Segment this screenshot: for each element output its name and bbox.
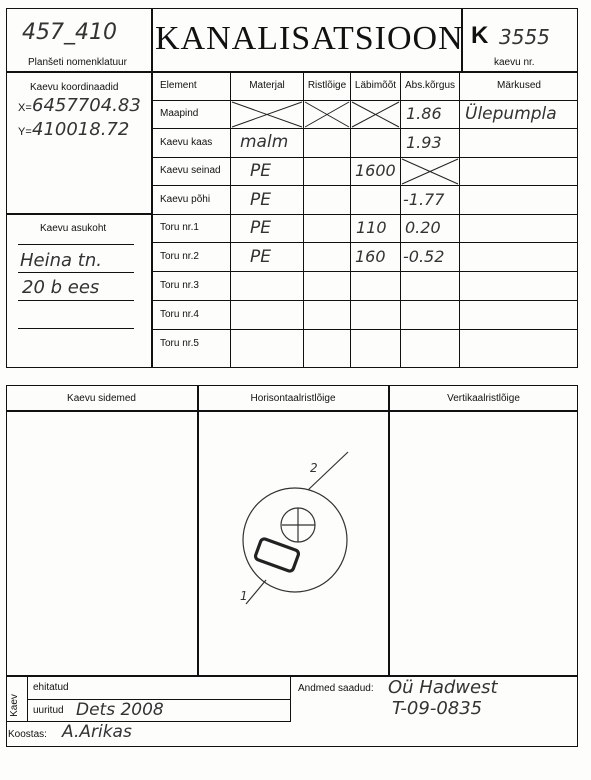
material-value: malm [240,132,289,152]
material-value: PE [250,190,271,210]
pipe-1-line [246,580,266,604]
material-value: PE [250,247,271,267]
page-title: KANALISATSIOON [155,20,464,57]
abs-height-value: -0.52 [403,247,445,266]
row-label: Toru nr.1 [160,222,199,233]
coordinates-label: Kaevu koordinaadid [30,82,119,93]
pipe-label-2: 2 [310,461,318,475]
diameter-value: 160 [355,247,386,266]
row-label: Kaevu kaas [160,137,213,148]
x-prefix: X= [18,102,32,114]
data-source-value: Oü Hadwest [388,677,498,698]
vertical-section-label: Vertikaalristlõige [447,393,520,404]
well-outline [243,488,347,592]
x-coordinate: 6457704.83 [32,95,141,116]
header-abs-height: Abs.kõrgus [404,80,456,91]
footer-bottom-line [6,721,291,722]
header-section: Ristlõige [307,80,347,91]
data-source-label: Andmed saadud: [298,683,374,694]
surveyed-value: Dets 2008 [76,700,164,720]
sheet-number: 457_410 [22,20,117,45]
built-label: ehitatud [33,682,69,693]
abs-height-value: -1.77 [403,190,445,209]
row-label: Kaevu seinad [160,165,221,176]
data-source-code: T-09-0835 [392,698,483,719]
footer-side-divider [27,675,28,721]
sheet-label: Planšeti nomenklatuur [28,57,127,68]
location-label: Kaevu asukoht [40,223,107,234]
abs-height-value: 1.93 [406,133,442,152]
header-element: Element [160,80,197,91]
y-prefix: Y= [18,126,32,138]
location-value-2: 20 b ees [22,277,100,298]
links-label: Kaevu sidemed [67,393,136,404]
crossed-out-cells [0,0,591,380]
surveyed-label: uuritud [33,705,64,716]
row-label: Kaevu põhi [160,194,211,205]
material-value: PE [250,218,271,238]
well-prefix: K [471,22,489,49]
abs-height-value: 0.20 [405,218,441,237]
footer-left-divider [290,675,291,721]
well-number: 3555 [499,25,550,49]
y-coordinate: 410018.72 [32,119,130,140]
author-label: Koostas: [8,729,47,740]
row-label: Toru nr.3 [160,280,199,291]
horizontal-section-sketch [198,412,388,674]
row-label: Toru nr.5 [160,338,199,349]
header-material: Materjal [249,80,285,91]
location-value-1: Heina tn. [20,250,102,271]
row-label: Maapind [160,108,199,119]
horizontal-section-label: Horisontaalristlõige [250,393,336,404]
abs-height-value: 1.86 [406,104,442,123]
header-notes: Märkused [497,80,541,91]
hatch-rect [254,538,299,572]
row-label: Toru nr.4 [160,309,199,320]
diameter-value: 110 [356,218,387,237]
notes-value: Ülepumpla [465,104,557,124]
diameter-value: 1600 [355,161,396,180]
side-label: Kaev [8,694,20,717]
well-number-label: kaevu nr. [494,57,535,68]
header-diameter: Läbimõõt [354,80,397,91]
material-value: PE [250,161,271,181]
author-value: A.Arikas [62,722,132,742]
pipe-label-1: 1 [240,589,248,603]
drawing-col-line-2 [388,385,390,675]
row-label: Toru nr.2 [160,251,199,262]
